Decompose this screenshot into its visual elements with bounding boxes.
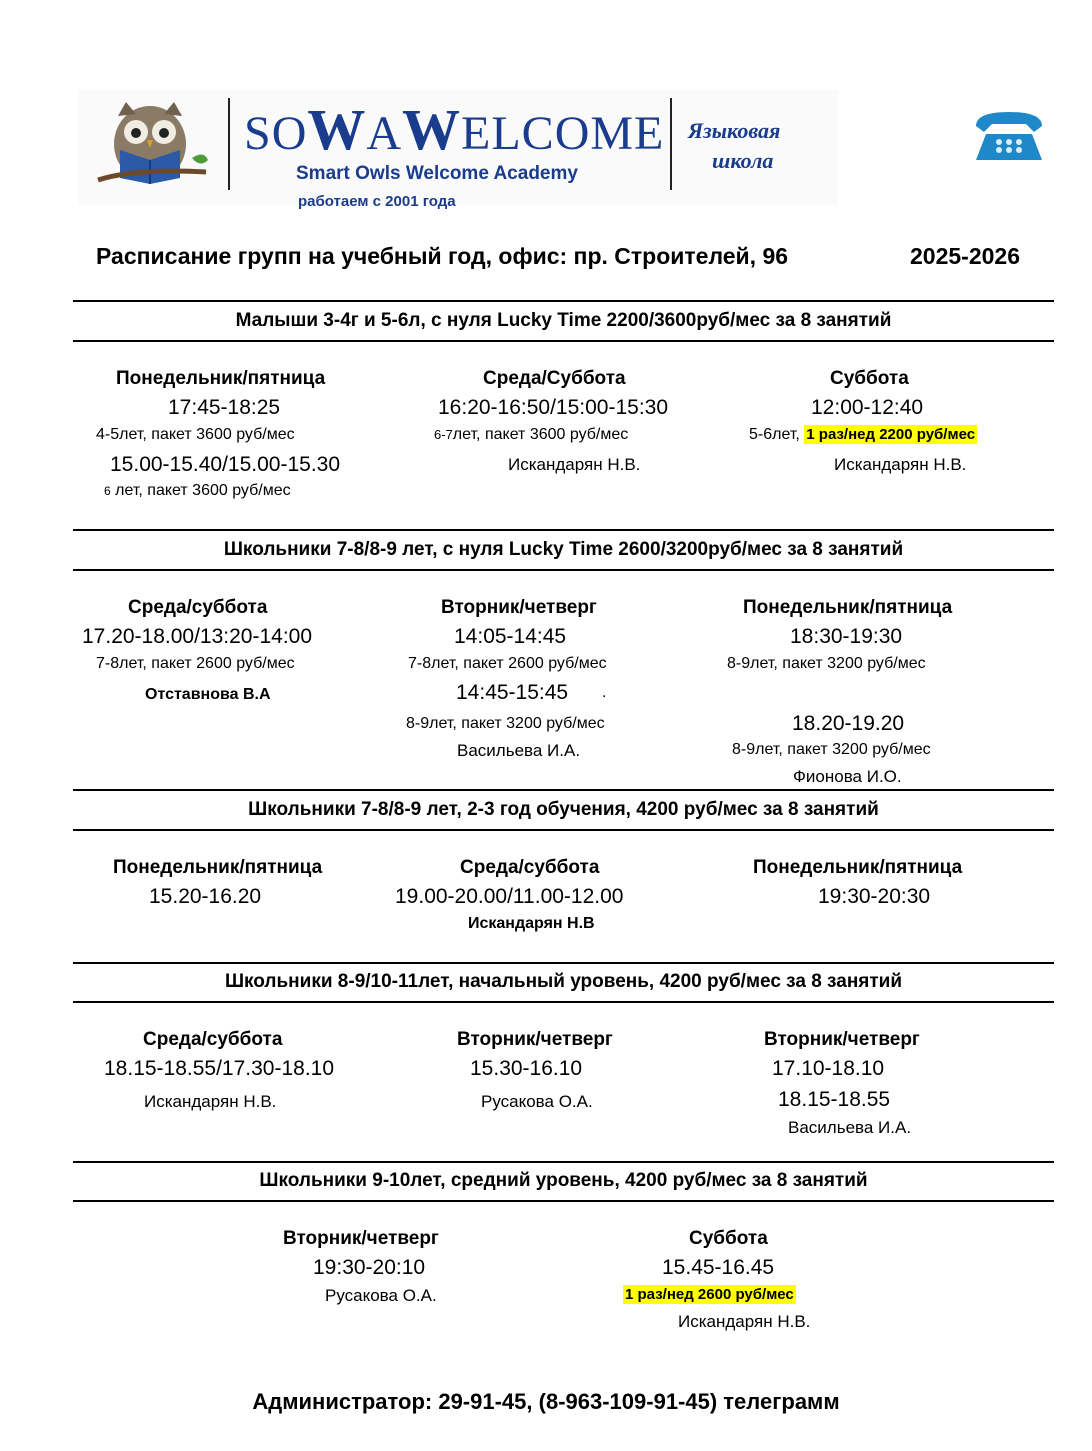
group-time: 12:00-12:40 — [811, 396, 924, 419]
section-rule — [73, 340, 1054, 342]
school-label: Языковая — [688, 118, 781, 143]
group-days: Среда/суббота — [460, 857, 600, 878]
group-info: 8-9лет, пакет 3200 руб/мес — [732, 741, 931, 758]
group-info: 8-9лет, пакет 3200 руб/мес — [727, 655, 926, 672]
section-title: Малыши 3-4г и 5-6л, с нуля Lucky Time 2200/3600руб/мес за 8 занятий — [235, 310, 892, 331]
teacher-name: Искандарян Н.В. — [508, 455, 641, 474]
group-time: 14:05-14:45 — [454, 625, 567, 648]
teacher-name: Фионова И.О. — [793, 767, 902, 786]
section-title: Школьники 8-9/10-11лет, начальный уровень, 4200 руб/мес за 8 занятий — [224, 971, 903, 992]
group-days: Вторник/четверг — [764, 1029, 920, 1050]
teacher-name: Искандарян Н.В. — [834, 455, 967, 474]
section-rule — [73, 300, 1054, 302]
group-days: Вторник/четверг — [457, 1029, 613, 1050]
teacher-name: Васильева И.А. — [457, 741, 581, 760]
group-info: 4-5лет, пакет 3600 руб/мес — [96, 426, 295, 443]
price-highlight: 1 раз/нед 2600 руб/мес — [625, 1286, 794, 1303]
group-time: 17.10-18.10 — [772, 1057, 885, 1080]
price-highlight: 1 раз/нед 2200 руб/мес — [806, 426, 976, 443]
owl-logo-icon — [96, 98, 212, 190]
group-time: 18.15-18.55/17.30-18.10 — [104, 1057, 335, 1080]
section-title: Школьники 9-10лет, средний уровень, 4200 руб/мес за 8 занятий — [259, 1170, 868, 1191]
group-days: Среда/суббота — [143, 1029, 283, 1050]
brand-name: SOWAWELCOME — [244, 97, 665, 162]
group-time: 15.45-16.45 — [662, 1256, 775, 1279]
group-days: Понедельник/пятница — [743, 597, 953, 618]
group-time: 16:20-16:50/15:00-15:30 — [438, 396, 669, 419]
group-time: 19.00-20.00/11.00-12.00 — [395, 885, 624, 908]
teacher-name: Васильева И.А. — [788, 1118, 912, 1137]
group-days: Вторник/четверг — [441, 597, 597, 618]
group-time: 19:30-20:10 — [313, 1256, 426, 1279]
group-info: 8-9лет, пакет 3200 руб/мес — [406, 715, 605, 732]
group-time: 17:45-18:25 — [168, 396, 281, 419]
group-time: 15.00-15.40/15.00-15.30 — [110, 453, 341, 476]
brand-tagline: Smart Owls Welcome Academy — [296, 163, 578, 184]
group-info: 6 лет, пакет 3600 руб/мес — [104, 482, 291, 499]
section-rule — [73, 569, 1054, 571]
group-time: 17.20-18.00/13:20-14:00 — [82, 625, 313, 648]
logo-divider-2 — [670, 98, 672, 190]
teacher-name: Искандарян Н.В. — [144, 1092, 277, 1111]
section-rule — [73, 962, 1054, 964]
group-days: Суббота — [830, 368, 909, 389]
teacher-name: Русакова О.А. — [325, 1286, 437, 1305]
teacher-name: Искандарян Н.В — [468, 915, 595, 932]
group-days: Среда/суббота — [128, 597, 268, 618]
administrator-contact: Администратор: 29-91-45, (8-963-109-91-45) телеграмм — [252, 1389, 840, 1414]
group-time: 19:30-20:30 — [818, 885, 931, 908]
group-days: Суббота — [689, 1228, 768, 1249]
group-days: Понедельник/пятница — [116, 368, 326, 389]
teacher-name: Русакова О.А. — [481, 1092, 593, 1111]
group-info: 7-8лет, пакет 2600 руб/мес — [96, 655, 295, 672]
logo-divider — [228, 98, 230, 190]
group-time: 18.20-19.20 — [792, 712, 905, 735]
school-label-2: школа — [712, 148, 774, 173]
section-title: Школьники 7-8/8-9 лет, 2-3 год обучения, 4200 руб/мес за 8 занятий — [248, 799, 879, 820]
group-info: 7-8лет, пакет 2600 руб/мес — [408, 655, 607, 672]
phone-icon — [972, 108, 1046, 166]
stray-dot: . — [602, 684, 607, 701]
group-time: 15.20-16.20 — [149, 885, 262, 908]
section-rule — [73, 1001, 1054, 1003]
section-rule — [73, 789, 1054, 791]
section-title: Школьники 7-8/8-9 лет, с нуля Lucky Time 2600/3200руб/мес за 8 занятий — [223, 539, 904, 560]
group-time: 18:30-19:30 — [790, 625, 903, 648]
teacher-name: Отставнова В.А — [145, 686, 271, 703]
group-days: Понедельник/пятница — [753, 857, 963, 878]
group-time: 14:45-15:45 — [456, 681, 569, 704]
group-info: 5-6лет, 1 раз/нед 2200 руб/мес — [749, 426, 976, 443]
group-time: 18.15-18.55 — [778, 1088, 891, 1111]
teacher-name: Искандарян Н.В. — [678, 1312, 811, 1331]
group-days: Вторник/четверг — [283, 1228, 439, 1249]
section-rule — [73, 1200, 1054, 1202]
page-title: Расписание групп на учебный год, офис: пр. Строителей, 96 — [96, 243, 789, 269]
group-days: Понедельник/пятница — [113, 857, 323, 878]
brand-since: работаем с 2001 года — [298, 193, 456, 210]
group-time: 15.30-16.10 — [470, 1057, 583, 1080]
school-year: 2025-2026 — [910, 243, 1020, 269]
group-days: Среда/Суббота — [483, 368, 626, 389]
section-rule — [73, 1161, 1054, 1163]
group-info: 6-7лет, пакет 3600 руб/мес — [434, 426, 629, 443]
section-rule — [73, 529, 1054, 531]
section-rule — [73, 829, 1054, 831]
